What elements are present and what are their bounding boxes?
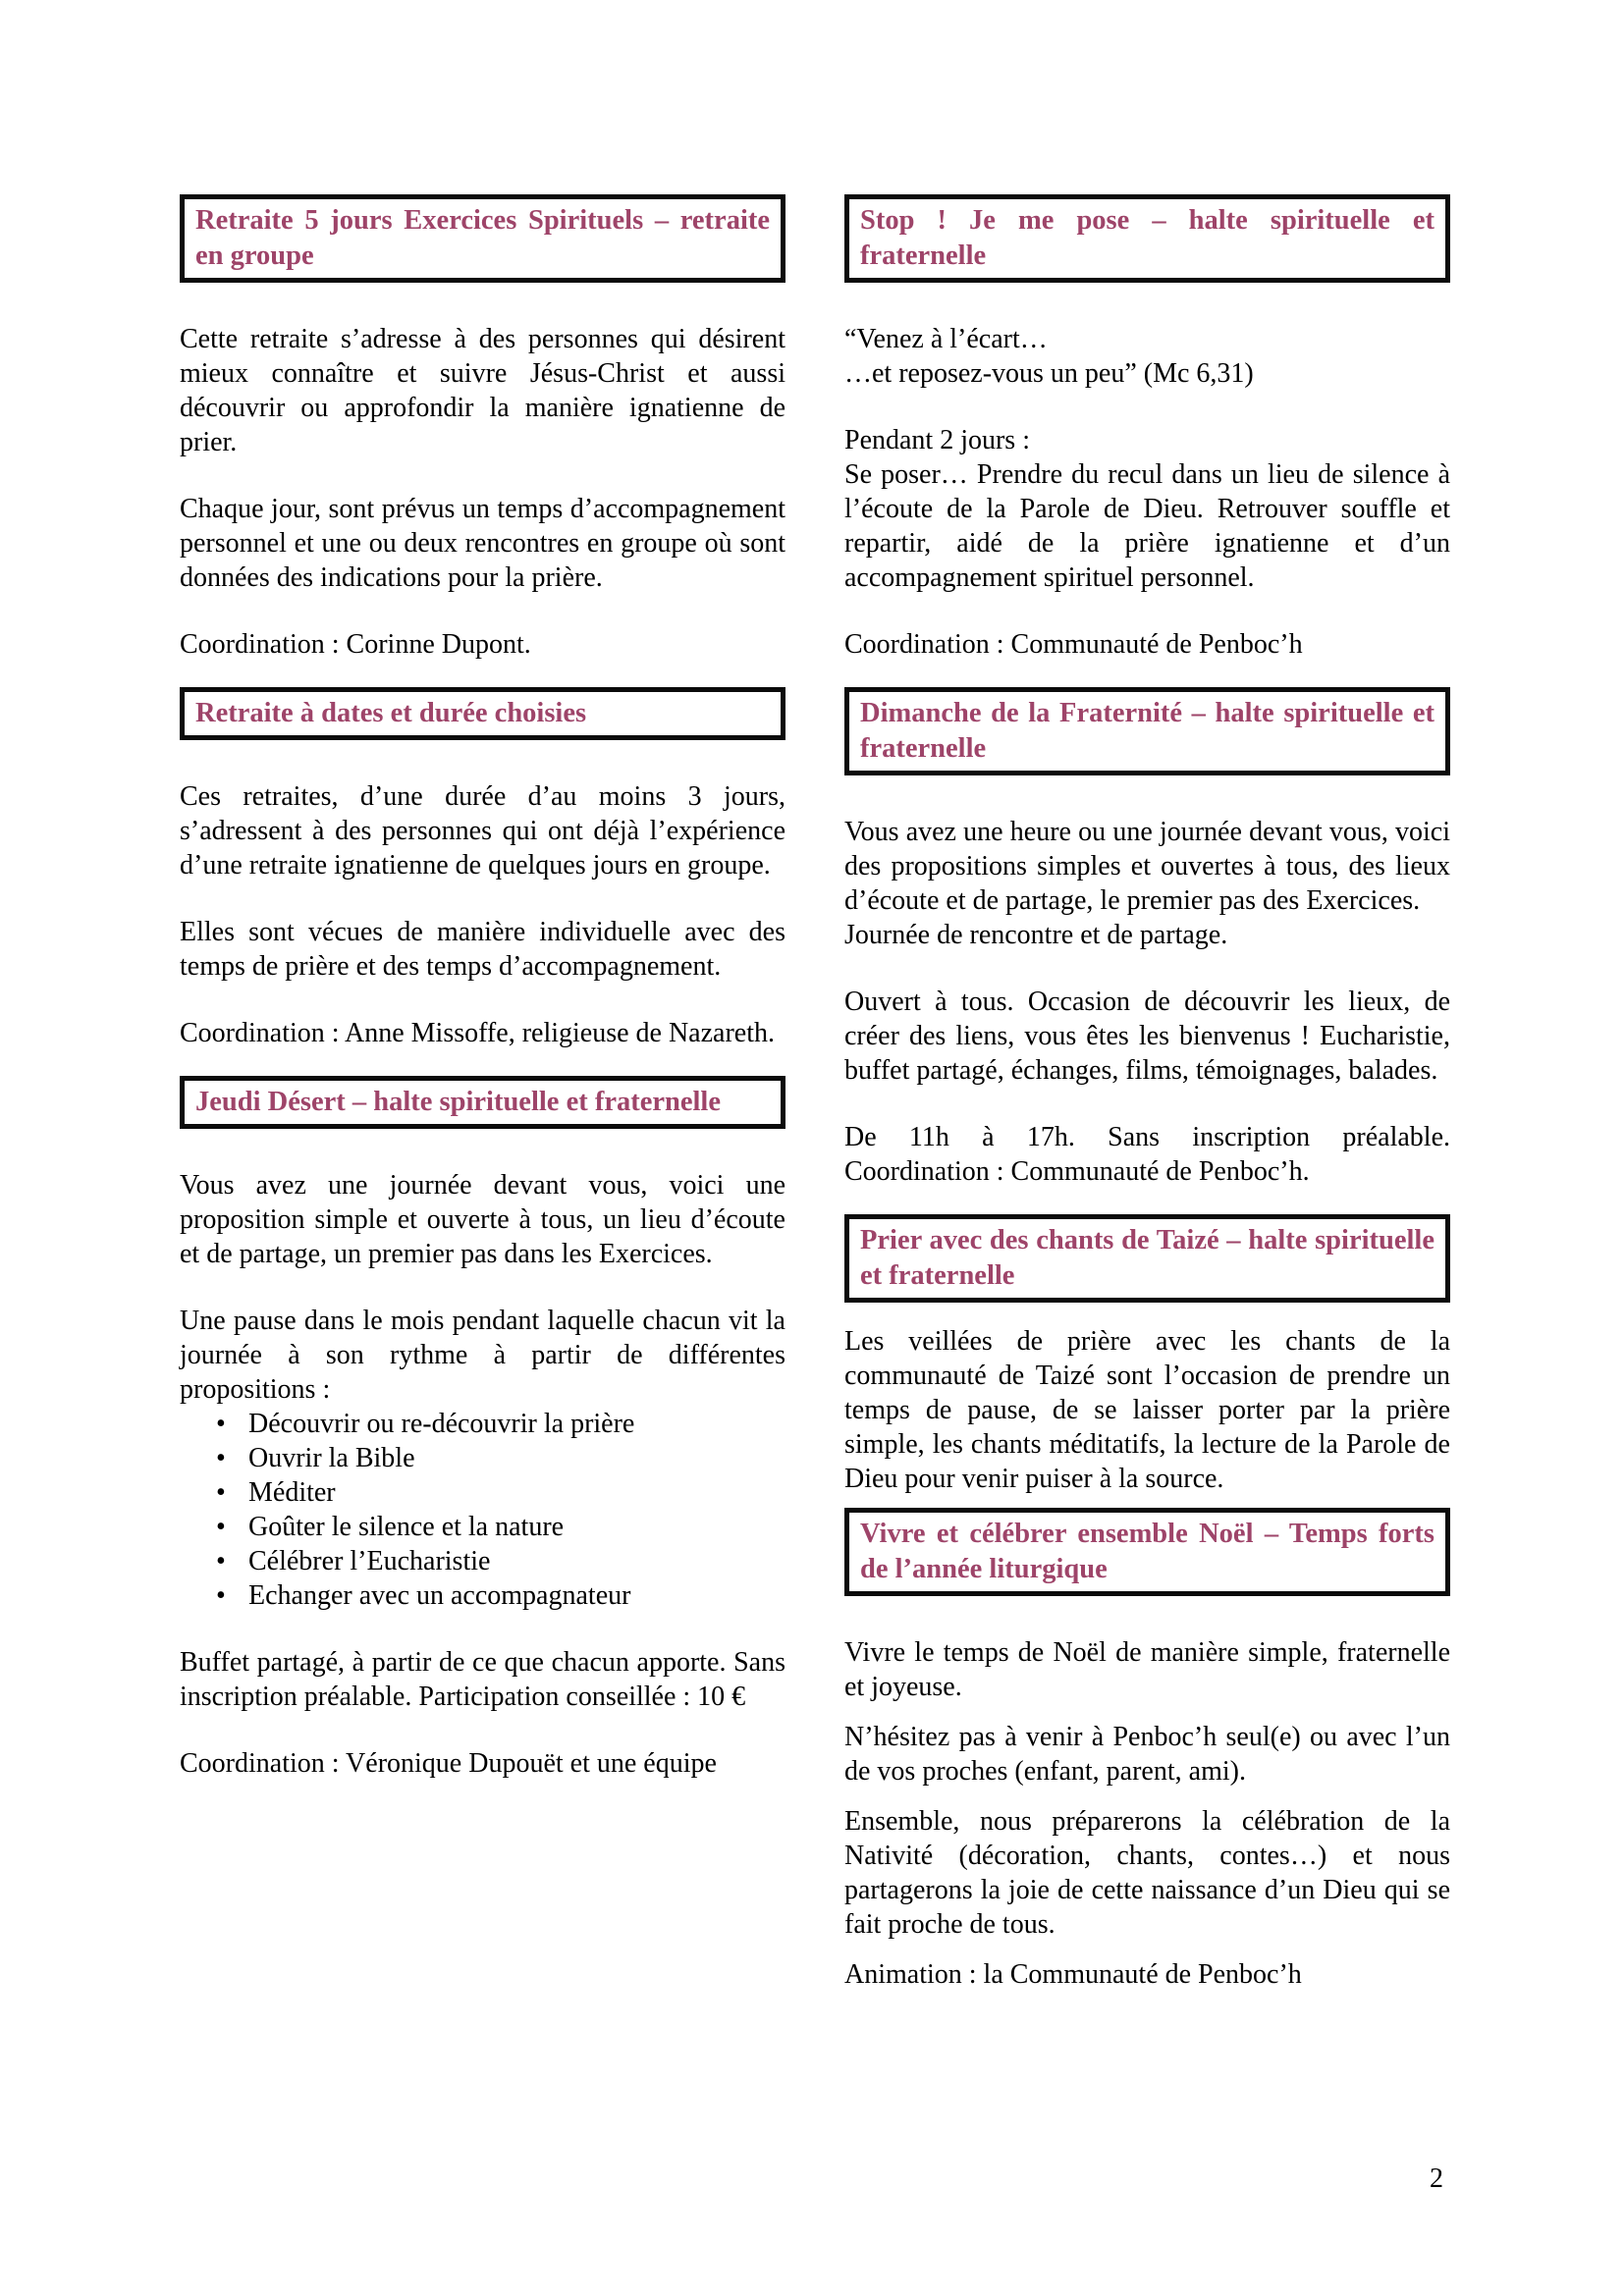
list-item [180,1510,785,1544]
section-header-text: Vivre et célébrer ensemble Noël – Temps forts de l’année liturgique [860,1519,1435,1584]
coordination-communaute-penboch: Coordination : Communauté de Penboc’h [844,629,1303,660]
paragraph-intro-line: Pendant 2 jours : [844,425,1030,455]
section-header-stop-je-me-pose [844,194,1450,283]
page-content [180,194,1450,1992]
section-header-retraite-dates [180,687,785,740]
list-item [180,1407,785,1441]
paragraph-nhesitez-pas: N’hésitez pas à venir à Penboc’h seul(e) ou avec l’un de vos proches (enfant, parent, ami). [844,1722,1450,1787]
coordination-veronique-dupouet: Coordination : Véronique Dupouët et une équipe [180,1748,717,1779]
quote-line: …et reposez-vous un peu” (Mc 6,31) [844,358,1254,389]
section-header-prier-taize [844,1214,1450,1303]
animation-communaute-penboch: Animation : la Communauté de Penboc’h [844,1959,1302,1990]
section-header-text: Stop ! Je me pose – halte spirituelle et fraternelle [860,205,1435,271]
coordination-anne-missoffe: Coordination : Anne Missoffe, religieuse de Nazareth. [180,1018,775,1048]
paragraph-ces-retraites: Ces retraites, d’une durée d’au moins 3 jours, s’adressent à des personnes qui ont déjà l’expérience d’une retraite ignatienne de quelques jours en groupe. [180,781,785,881]
list-item-text: Découvrir ou re-découvrir la prière [248,1409,635,1439]
paragraph-vous-avez-une-heure [844,815,1450,952]
paragraph-veillees-taize: Les veillées de prière avec les chants de la communauté de Taizé sont l’occasion de prendre un temps de pause, de se laisser porter par la prière simple, les chants méditatifs, la lecture de la Parole de Dieu pour venir puiser à la source. [844,1326,1450,1494]
right-column [844,194,1450,1992]
list-item-text: Célébrer l’Eucharistie [248,1546,491,1576]
section-header-text: Jeudi Désert – halte spirituelle et fraternelle [195,1087,722,1117]
page-number: 2 [1430,2163,1443,2194]
section-header-text: Retraite 5 jours Exercices Spirituels – retraite en groupe [195,205,770,271]
paragraph-une-pause: Une pause dans le mois pendant laquelle chacun vit la journée à son rythme à partir de différentes propositions : [180,1306,785,1405]
section-header-text: Prier avec des chants de Taizé – halte spirituelle et fraternelle [860,1225,1435,1291]
paragraph-citation-mc631 [844,322,1450,391]
list-item [180,1544,785,1578]
paragraph-vous-avez-une-journee: Vous avez une journée devant vous, voici une proposition simple et ouverte à tous, un lieu d’écoute et de partage, un premier pas dans les Exercices. [180,1170,785,1269]
paragraph-body-text: Journée de rencontre et de partage. [844,920,1228,950]
bullet-list-propositions [180,1407,785,1613]
quote-line: “Venez à l’écart… [844,324,1048,354]
list-item [180,1578,785,1613]
section-header-text: Dimanche de la Fraternité – halte spirituelle et fraternelle [860,698,1435,764]
section-header-jeudi-desert [180,1076,785,1129]
paragraph-ensemble-nativite: Ensemble, nous préparerons la célébration de la Nativité (décoration, chants, contes…) et nous partagerons la joie de cette naissance d’un Dieu qui se fait proche de tous. [844,1806,1450,1940]
list-item-text: Goûter le silence et la nature [248,1512,565,1542]
section-header-dimanche-fraternite [844,687,1450,775]
paragraph-pendant-2-jours [844,423,1450,595]
paragraph-body-text: Se poser… Prendre du recul dans un lieu de silence à l’écoute de la Parole de Dieu. Retrouver souffle et repartir, aidé de la prière ignatienne et d’un accompagnement spirituel personnel. [844,459,1450,593]
paragraph-body-text: Vous avez une heure ou une journée devant vous, voici des propositions simples et ouvertes à tous, des lieux d’écoute et de partage, le premier pas des Exercices. [844,817,1450,916]
list-item-text: Echanger avec un accompagnateur [248,1580,631,1611]
list-item-text: Ouvrir la Bible [248,1443,415,1473]
paragraph-retraite-description: Cette retraite s’adresse à des personnes qui désirent mieux connaître et suivre Jésus-Christ et aussi découvrir ou approfondir la manière ignatienne de prier. [180,324,785,457]
section-header-retraite-5-jours [180,194,785,283]
paragraph-buffet-partage: Buffet partagé, à partir de ce que chacun apporte. Sans inscription préalable. Participation conseillée : 10 € [180,1647,785,1712]
section-header-noel [844,1508,1450,1596]
list-item-text: Méditer [248,1477,336,1508]
paragraph-horaires: De 11h à 17h. Sans inscription préalable. Coordination : Communauté de Penboc’h. [844,1122,1450,1187]
paragraph-ouvert-a-tous: Ouvert à tous. Occasion de découvrir les lieux, de créer des liens, vous êtes les bienvenus ! Eucharistie, buffet partagé, échanges, films, témoignages, balades. [844,987,1450,1086]
list-item [180,1475,785,1510]
list-item [180,1441,785,1475]
paragraph-chaque-jour: Chaque jour, sont prévus un temps d’accompagnement personnel et une ou deux rencontres en groupe où sont données des indications pour la prière. [180,494,785,593]
left-column [180,194,785,1992]
section-header-text: Retraite à dates et durée choisies [195,698,587,728]
coordination-corinne-dupont: Coordination : Corinne Dupont. [180,629,531,660]
paragraph-vivre-noel: Vivre le temps de Noël de manière simple, fraternelle et joyeuse. [844,1637,1450,1702]
paragraph-elles-sont-vecues: Elles sont vécues de manière individuelle avec des temps de prière et des temps d’accompagnement. [180,917,785,982]
